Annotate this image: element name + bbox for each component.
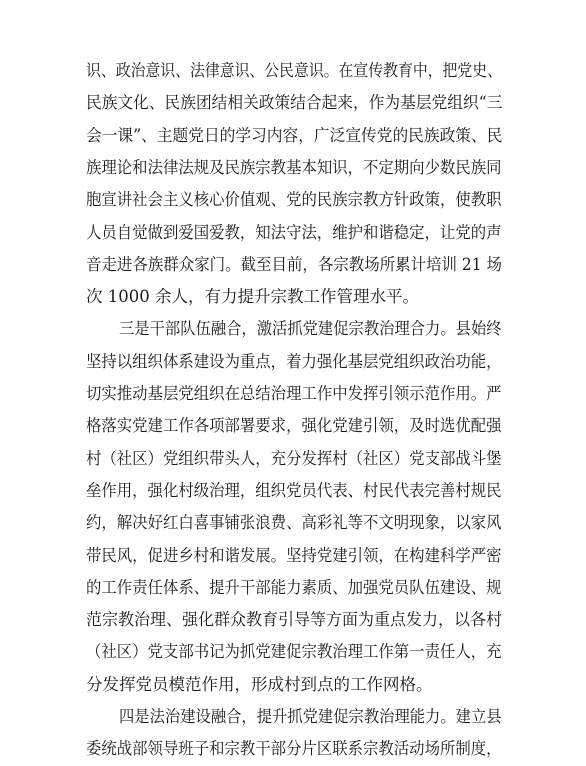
paragraph-2-line-7: 约，解决好红白喜事铺张浪费、高彩礼等不文明现象，以家风 — [86, 513, 502, 533]
paragraph-2-line-4: 格落实党建工作各项部署要求，强化党建引领，及时选优配强 — [86, 416, 502, 436]
paragraph-1-line-2: 民族文化、民族团结相关政策结合起来，作为基层党组织“三 — [86, 93, 503, 113]
paragraph-2-line-5: 村（社区）党组织带头人，充分发挥村（社区）党支部战斗堡 — [86, 448, 502, 468]
paragraph-2-line-9: 的工作责任体系、提升干部能力素质、加强党员队伍建设、规 — [86, 577, 502, 597]
paragraph-1-line-6: 人员自觉做到爱国爱教，知法守法，维护和谐稳定，让党的声 — [86, 222, 502, 242]
paragraph-3-line-2: 委统战部领导班子和宗教干部分片区联系宗教活动场所制度， — [86, 739, 502, 759]
paragraph-2-line-3: 切实推动基层党组织在总结治理工作中发挥引领示范作用。严 — [86, 384, 502, 403]
paragraph-1-line-7: 音走进各族群众家门。截至目前，各宗教场所累计培训 21 场 — [86, 254, 502, 274]
paragraph-2-line-1: 三是干部队伍融合，激活抓党建促宗教治理合力。县始终 — [119, 319, 502, 339]
paragraph-1-line-8: 次 1000 余人，有力提升宗教工作管理水平。 — [86, 287, 419, 307]
paragraph-1-line-4: 族理论和法律法规及民族宗教基本知识，不定期向少数民族同 — [86, 157, 502, 177]
paragraph-3-line-1: 四是法治建设融合，提升抓党建促宗教治理能力。建立县 — [119, 707, 502, 726]
paragraph-1-line-1: 识、政治意识、法律意识、公民意识。在宣传教育中，把党史、 — [86, 61, 502, 80]
paragraph-2-line-11: （社区）党支部书记为抓党建促宗教治理工作第一责任人，充 — [86, 642, 502, 662]
paragraph-2-line-2: 坚持以组织体系建设为重点，着力强化基层党组织政治功能， — [86, 351, 502, 371]
paragraph-2-line-8: 带民风，促进乡村和谐发展。坚持党建引领，在构建科学严密 — [86, 545, 502, 565]
paragraph-2-line-6: 垒作用，强化村级治理，组织党员代表、村民代表完善村规民 — [86, 480, 502, 500]
paragraph-2-line-10: 范宗教治理、强化群众教育引导等方面为重点发力，以各村 — [86, 610, 503, 630]
paragraph-1-line-5: 胞宣讲社会主义核心价值观、党的民族宗教方针政策，使教职 — [86, 190, 502, 210]
paragraph-1-line-3: 会一课”、主题党日的学习内容，广泛宣传党的民族政策、民 — [86, 125, 503, 145]
paragraph-2-line-12: 分发挥党员模范作用，形成村到点的工作网格。 — [86, 674, 433, 694]
